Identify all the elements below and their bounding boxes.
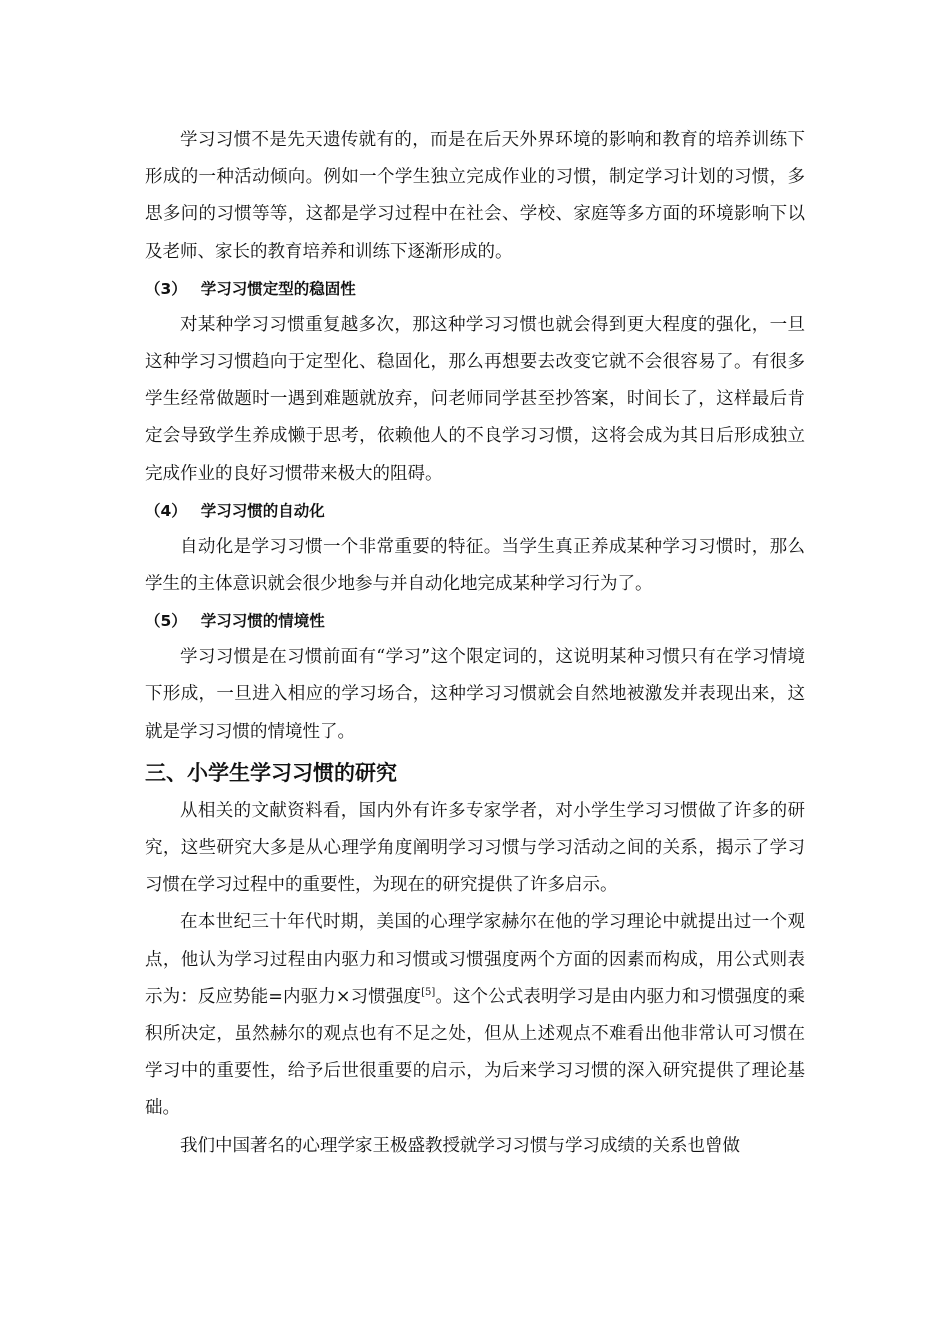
paragraph-stability: 对某种学习习惯重复越多次，那这种学习习惯也就会得到更大程度的强化，一旦这种学习习惯趋向于定型化、稳固化，那么再想要去改变它就不会很容易了。有很多学生经常做题时一遇到难题就放弃，问老师同学甚至抄答案，时间长了，这样最后肯定会导致学生养成懒于思考，依赖他人的不良学习习惯，这将会成为其日后形成独立完成作业的良好习惯带来极大的阻碍。 (145, 314, 805, 484)
section-title: 三、小学生学习习惯的研究 (145, 760, 397, 785)
subheading-automation (145, 493, 805, 529)
paragraph-automation: 自动化是学习习惯一个非常重要的特征。当学生真正养成某种学习习惯时，那么学生的主体意识就会很少地参与并自动化地完成某种学习行为了。 (145, 536, 805, 595)
paragraph-text: 在本世纪三十年代时期，美国的心理学家赫尔在他的学习理论中就提出过一个观点，他认为学习过程由内驱力和习惯或习惯强度两个方面的因素而构成，用公式则表示为：反应势能=内驱力×习惯强度 (145, 912, 805, 1007)
citation-reference[interactable]: [5] (421, 987, 436, 999)
subheading-number: （5） (145, 612, 187, 631)
subheading-number: （3） (145, 279, 187, 298)
subheading-text: 学习习惯的情境性 (200, 612, 325, 631)
paragraph-learning-habit-formation: 学习习惯不是先天遗传就有的，而是在后天外界环境的影响和教育的培养训练下形成的一种活动倾向。例如一个学生独立完成作业的习惯，制定学习计划的习惯，多思多问的习惯等等，这都是学习过程中在社会、学校、家庭等多方面的环境影响下以及老师、家长的教育培养和训练下逐渐形成的。 (145, 130, 805, 262)
paragraph-situational: 学习习惯是在习惯前面有“学习”这个限定词的，这说明某种习惯只有在学习情境下形成，一旦进入相应的学习场合，这种学习习惯就会自然地被激发并表现出来，这就是学习习惯的情境性了。 (145, 647, 805, 742)
paragraph-text: 。这个公式表明学习是由内驱力和习惯强度的乘积所决定，虽然赫尔的观点也有不足之处，但从上述观点不难看出他非常认可习惯在学习中的重要性，给予后世很重要的启示，为后来学习习惯的深入研究提供了理论基础。 (145, 986, 806, 1119)
subheading-text: 学习习惯定型的稳固性 (200, 279, 356, 298)
subheading-number: （4） (145, 501, 187, 520)
document-page (145, 122, 805, 1165)
subheading-situational (145, 603, 805, 639)
paragraph-wang-jisheng: 我们中国著名的心理学家王极盛教授就学习习惯与学习成绩的关系也曾做 (180, 1135, 740, 1156)
paragraph-hull-theory (145, 904, 805, 1127)
subheading-text: 学习习惯的自动化 (200, 501, 325, 520)
paragraph-literature-review: 从相关的文献资料看，国内外有许多专家学者，对小学生学习习惯做了许多的研究，这些研究大多是从心理学角度阐明学习习惯与学习活动之间的关系，揭示了学习习惯在学习过程中的重要性，为现在的研究提供了许多启示。 (145, 800, 805, 896)
subheading-stability (145, 271, 805, 307)
